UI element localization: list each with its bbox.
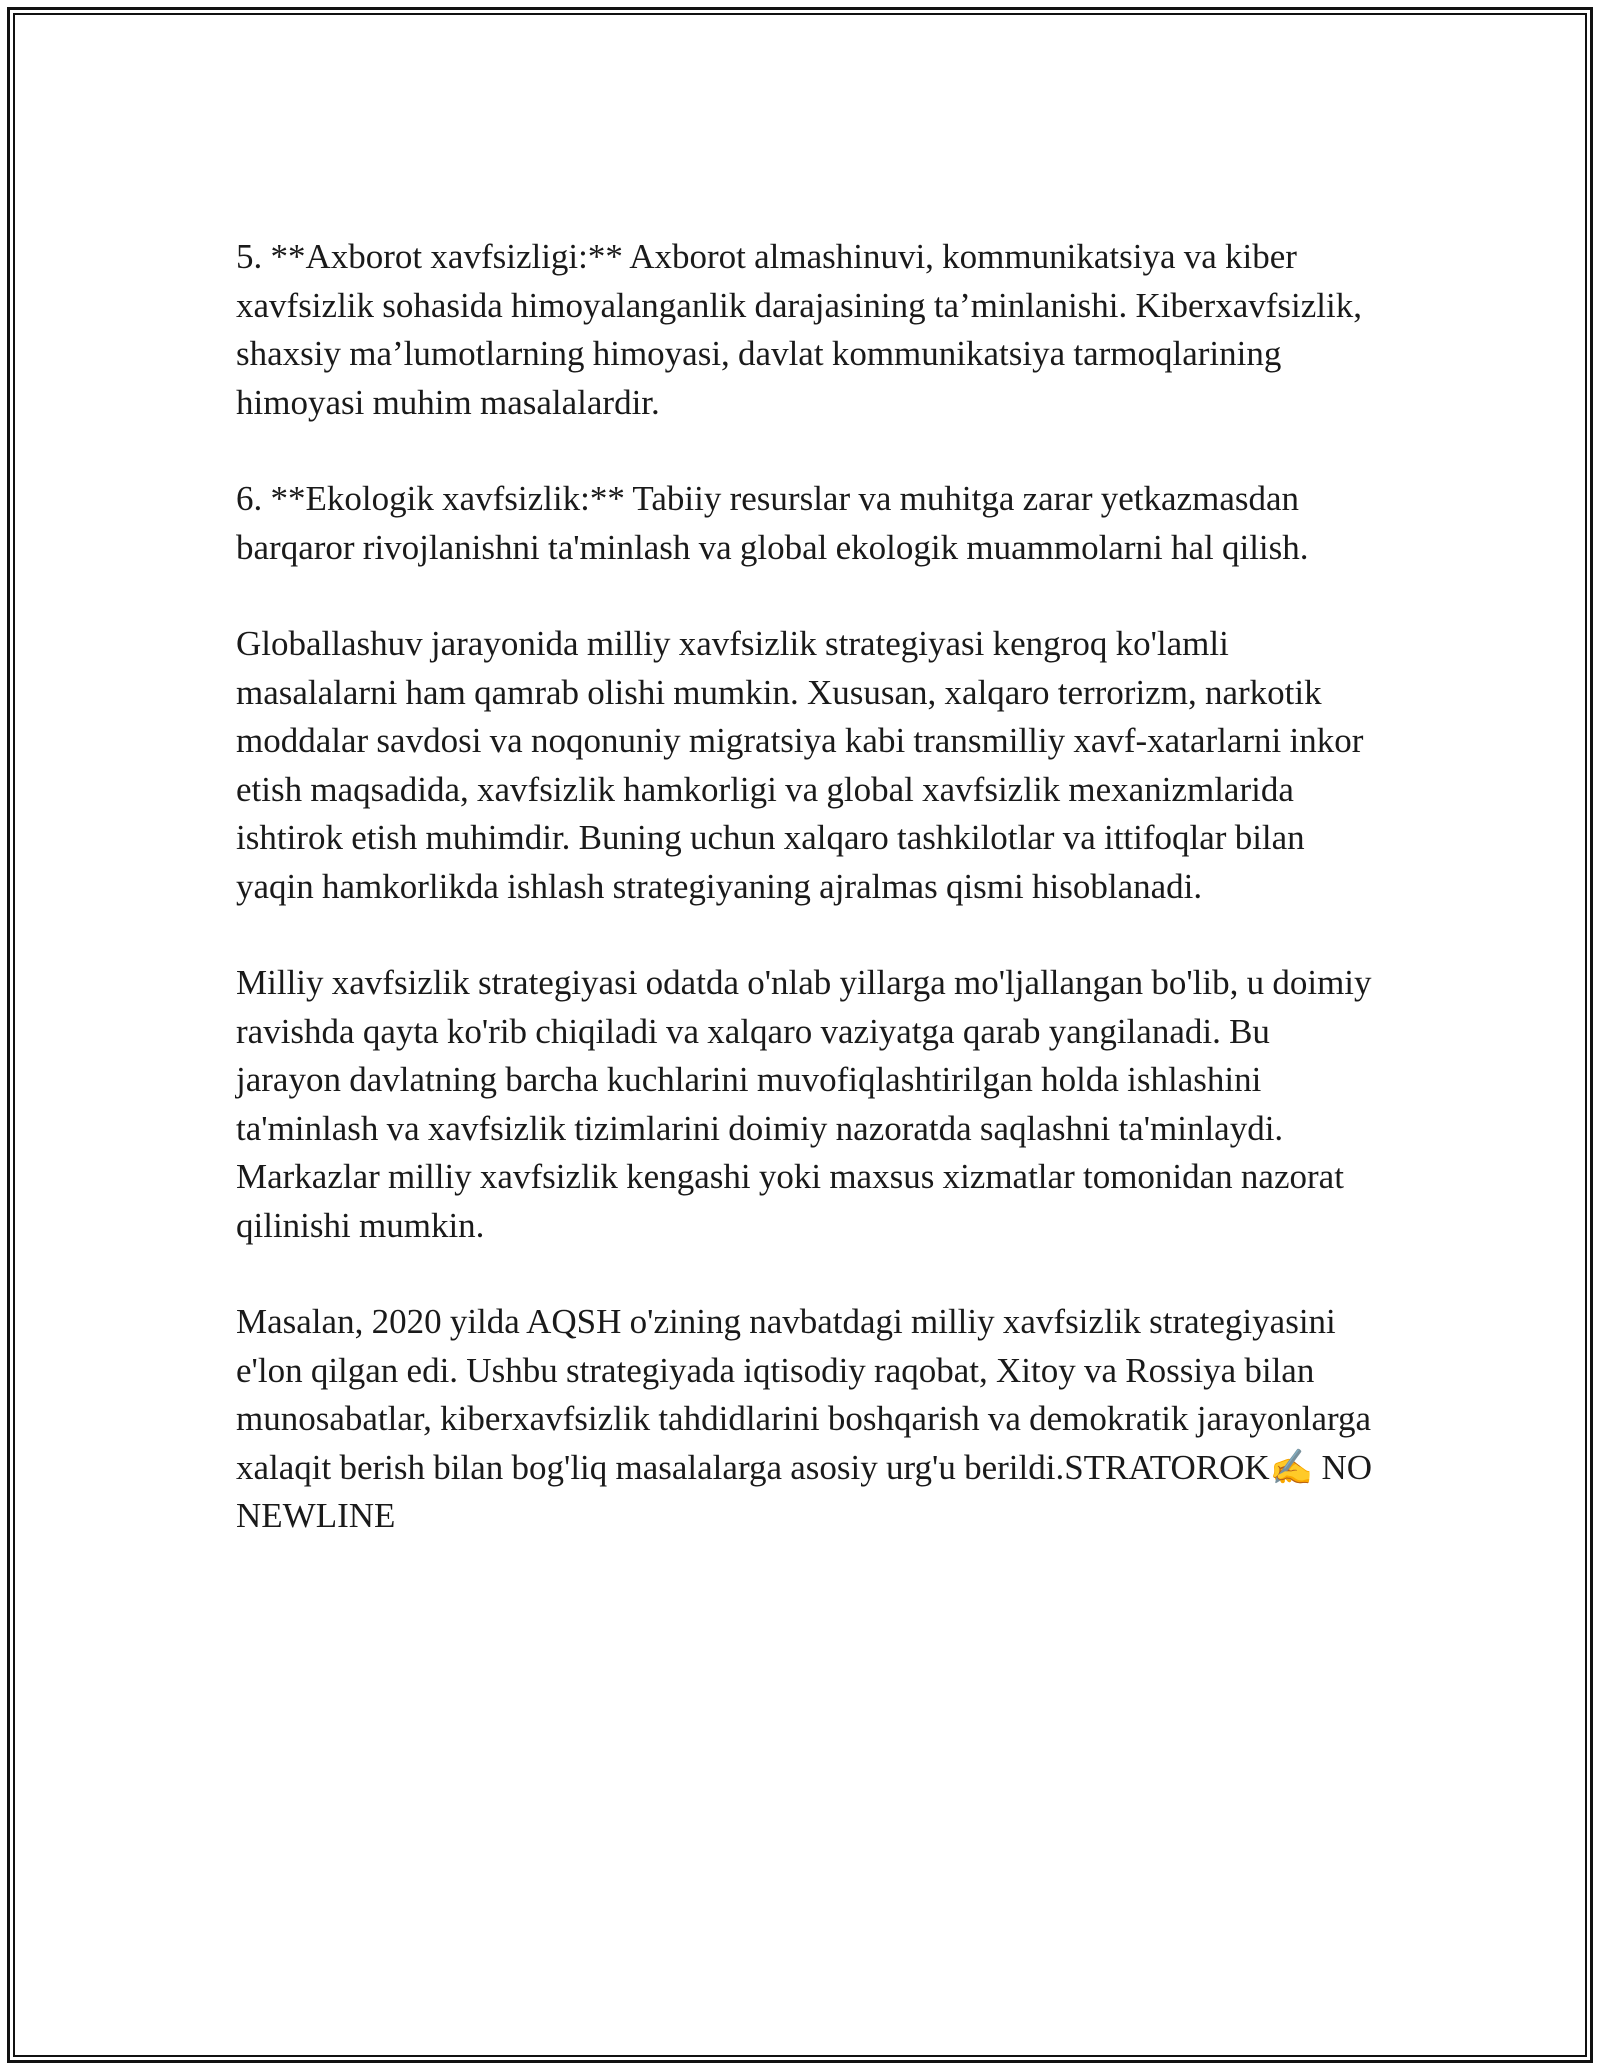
- paragraph-ecological-security: 6. **Ekologik xavfsizlik:** Tabiiy resurslar va muhitga zarar yetkazmasdan barqaror rivojlanishni ta'minlash va global ekologik muammolarni hal qilish.: [236, 479, 1309, 567]
- paragraph-strategy-review: Milliy xavfsizlik strategiyasi odatda o'nlab yillarga mo'ljallangan bo'lib, u doimiy ravishda qayta ko'rib chiqiladi va xalqaro vaziyatga qarab yangilanadi. Bu jarayon davlatning barcha kuchlarini muvofiqlashtirilgan holda ishlashini ta'minlash va xavfsizlik tizimlarini doimiy nazoratda saqlashni ta'minlaydi. Markazlar milliy xavfsizlik kengashi yoki maxsus xizmatlar tomonidan nazorat qilinishi mumkin.: [236, 963, 1372, 1245]
- paragraph-information-security: 5. **Axborot xavfsizligi:** Axborot almashinuvi, kommunikatsiya va kiber xavfsizlik sohasida himoyalanganlik darajasining ta’minlanishi. Kiberxavfsizlik, shaxsiy ma’lumotlarning himoyasi, davlat kommunikatsiya tarmoqlarining himoyasi muhim masalalardir.: [236, 237, 1362, 422]
- document-body: [236, 233, 1376, 1541]
- paragraph-globalization: Globallashuv jarayonida milliy xavfsizlik strategiyasi kengroq ko'lamli masalalarni ham qamrab olishi mumkin. Xususan, xalqaro terrorizm, narkotik moddalar savdosi va noqonuniy migratsiya kabi transmilliy xavf-xatarlarni inkor etish maqsadida, xavfsizlik hamkorligi va global xavfsizlik mexanizmlarida ishtirok etish muhimdir. Buning uchun xalqaro tashkilotlar va ittifoqlar bilan yaqin hamkorlikda ishlash strategiyaning ajralmas qismi hisoblanadi.: [236, 624, 1364, 906]
- paragraph-usa-example: Masalan, 2020 yilda AQSH o'zining navbatdagi milliy xavfsizlik strategiyasini e'lon qilgan edi. Ushbu strategiyada iqtisodiy raqobat, Xitoy va Rossiya bilan munosabatlar, kiberxavfsizlik tahdidlarini boshqarish va demokratik jarayonlarga xalaqit berish bilan bog'liq masalalarga asosiy urg'u berildi.STRATOROK✍ NO NEWLINE: [236, 1302, 1373, 1535]
